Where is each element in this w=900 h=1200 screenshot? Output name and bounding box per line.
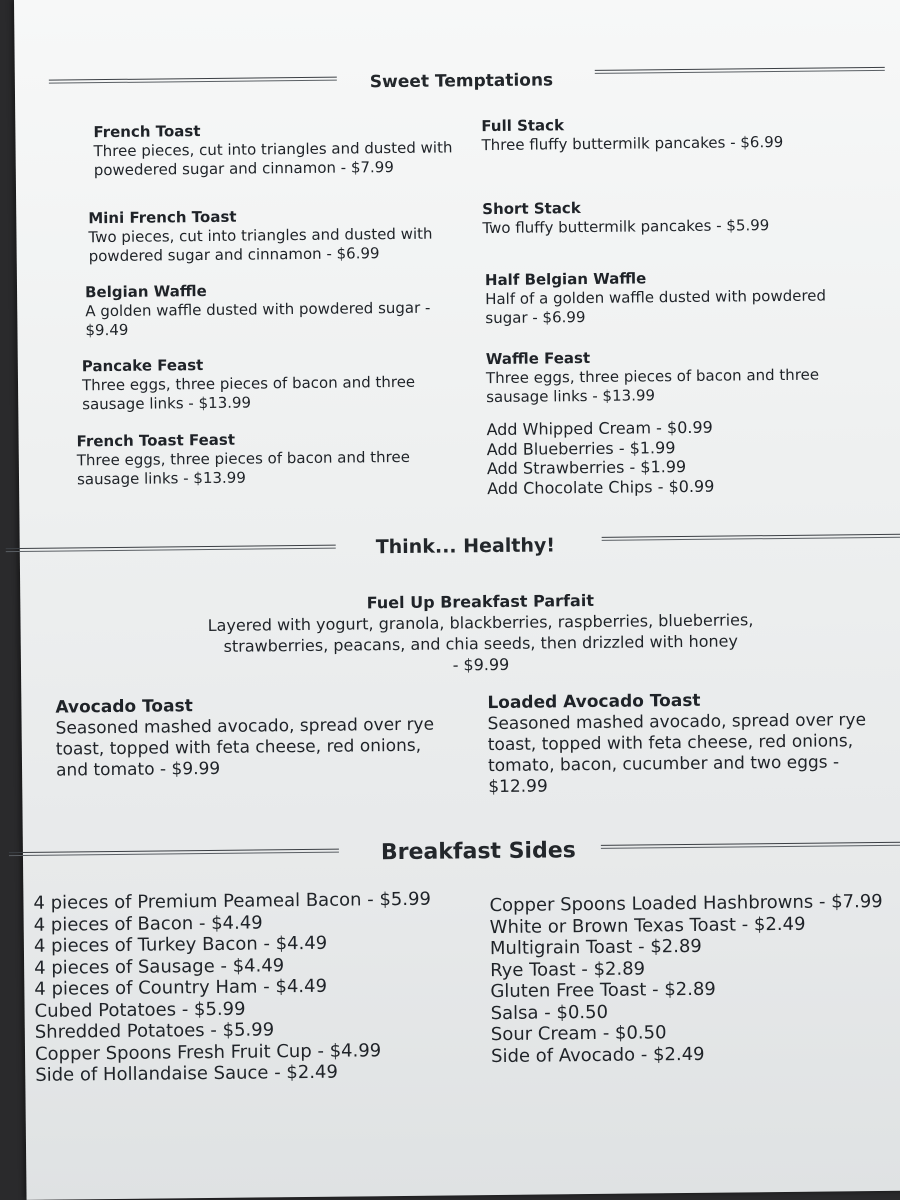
- divider-left: [6, 545, 336, 552]
- menu-item-waffle-feast: [486, 346, 867, 407]
- addon-blueberries: Add Blueberries - $1.99: [486, 437, 676, 459]
- addon-whipped-cream: Add Whipped Cream - $0.99: [486, 417, 713, 440]
- side-item: Cubed Potatoes - $5.99: [34, 998, 246, 1022]
- item-description: Two fluffy buttermilk pancakes - $5.99: [482, 216, 770, 238]
- divider-right: [602, 534, 900, 541]
- item-description: Three eggs, three pieces of bacon and three sausage links - $13.99: [76, 447, 410, 489]
- item-description: Three eggs, three pieces of bacon and three sausage links - $13.99: [81, 372, 416, 414]
- item-name: Waffle Feast: [485, 348, 591, 369]
- addon-chocolate-chips: Add Chocolate Chips - $0.99: [487, 476, 715, 498]
- item-name: Fuel Up Breakfast Parfait: [366, 590, 595, 613]
- item-name: French Toast Feast: [76, 430, 236, 451]
- item-name: French Toast: [93, 122, 201, 142]
- item-price: - $9.99: [452, 654, 510, 675]
- menu-page: [14, 0, 900, 1200]
- item-description: Three fluffy buttermilk pancakes - $6.99: [481, 132, 784, 155]
- item-description: Three eggs, three pieces of bacon and three sausage links - $13.99: [485, 365, 820, 407]
- menu-item-avocado-toast: [55, 693, 456, 781]
- menu-item-pancake-feast: [82, 354, 443, 415]
- menu-item-mini-french-toast: [88, 205, 449, 266]
- side-item: Shredded Potatoes - $5.99: [34, 1019, 275, 1043]
- item-name: Short Stack: [482, 199, 581, 219]
- side-item: 4 pieces of Bacon - $4.49: [33, 911, 263, 936]
- divider-left: [9, 849, 339, 856]
- item-name: Full Stack: [481, 116, 565, 136]
- side-item: 4 pieces of Sausage - $4.49: [34, 954, 285, 979]
- item-name: Avocado Toast: [55, 696, 193, 718]
- side-item: Salsa - $0.50: [490, 1001, 609, 1024]
- divider-right: [595, 67, 885, 74]
- side-item: Copper Spoons Loaded Hashbrowns - $7.99: [489, 890, 883, 917]
- menu-item-loaded-avocado-toast: [487, 689, 888, 798]
- section-title-think-healthy: Think... Healthy!: [375, 534, 556, 559]
- sides-list-right: [489, 891, 884, 1067]
- side-item: Gluten Free Toast - $2.89: [490, 978, 716, 1003]
- item-description: Seasoned mashed avocado, spread over rye toast, topped with feta cheese, red onions, and tomato - $9.99: [55, 714, 435, 781]
- item-description: Three pieces, cut into triangles and dusted with powedered sugar and cinnamon - $7.99: [93, 138, 453, 180]
- side-item: Copper Spoons Fresh Fruit Cup - $4.99: [34, 1039, 382, 1065]
- item-name: Mini French Toast: [88, 207, 237, 228]
- sides-list-left: [33, 889, 432, 1087]
- side-item: Side of Hollandaise Sauce - $2.49: [35, 1061, 339, 1086]
- menu-item-half-belgian-waffle: [485, 267, 866, 328]
- item-name: Half Belgian Waffle: [484, 269, 647, 290]
- side-item: Multigrain Toast - $2.89: [489, 935, 702, 960]
- divider-right: [601, 842, 900, 849]
- menu-item-full-stack: [481, 113, 861, 155]
- side-item: 4 pieces of Turkey Bacon - $4.49: [33, 932, 328, 957]
- section-title-breakfast-sides: Breakfast Sides: [380, 838, 576, 866]
- item-name: Pancake Feast: [81, 356, 204, 376]
- section-title-sweet-temptations: Sweet Temptations: [369, 70, 554, 93]
- menu-item-french-toast: [93, 119, 464, 180]
- side-item: Sour Cream - $0.50: [490, 1022, 667, 1046]
- menu-item-belgian-waffle: [85, 279, 456, 340]
- item-description-line: Layered with yogurt, granola, blackberries, raspberries, blueberries,: [207, 610, 754, 636]
- menu-item-french-toast-feast: [77, 429, 438, 490]
- addon-strawberries: Add Strawberries - $1.99: [486, 456, 687, 479]
- item-description: A golden waffle dusted with powdered sugar - $9.49: [85, 298, 431, 340]
- side-item: White or Brown Texas Toast - $2.49: [489, 913, 806, 938]
- item-description-line: strawberries, peacans, and chia seeds, then drizzled with honey: [223, 631, 739, 656]
- item-name: Belgian Waffle: [84, 281, 207, 302]
- addons-list: [486, 418, 714, 498]
- side-item: 4 pieces of Premium Peameal Bacon - $5.99: [33, 888, 432, 914]
- menu-item-short-stack: [482, 196, 862, 238]
- item-name: Loaded Avocado Toast: [487, 690, 701, 714]
- item-description: Seasoned mashed avocado, spread over rye toast, topped with feta cheese, red onions, tomato, bacon, cucumber and two eggs - $12.99: [487, 710, 867, 798]
- menu-item-parfait: [190, 588, 771, 678]
- item-description: Half of a golden waffle dusted with powdered sugar - $6.99: [485, 286, 827, 328]
- side-item: 4 pieces of Country Ham - $4.49: [34, 975, 328, 1000]
- side-item: Side of Avocado - $2.49: [490, 1043, 705, 1067]
- item-description: Two pieces, cut into triangles and dusted with powdered sugar and cinnamon - $6.99: [88, 224, 433, 266]
- divider-left: [49, 77, 337, 84]
- side-item: Rye Toast - $2.89: [490, 957, 646, 981]
